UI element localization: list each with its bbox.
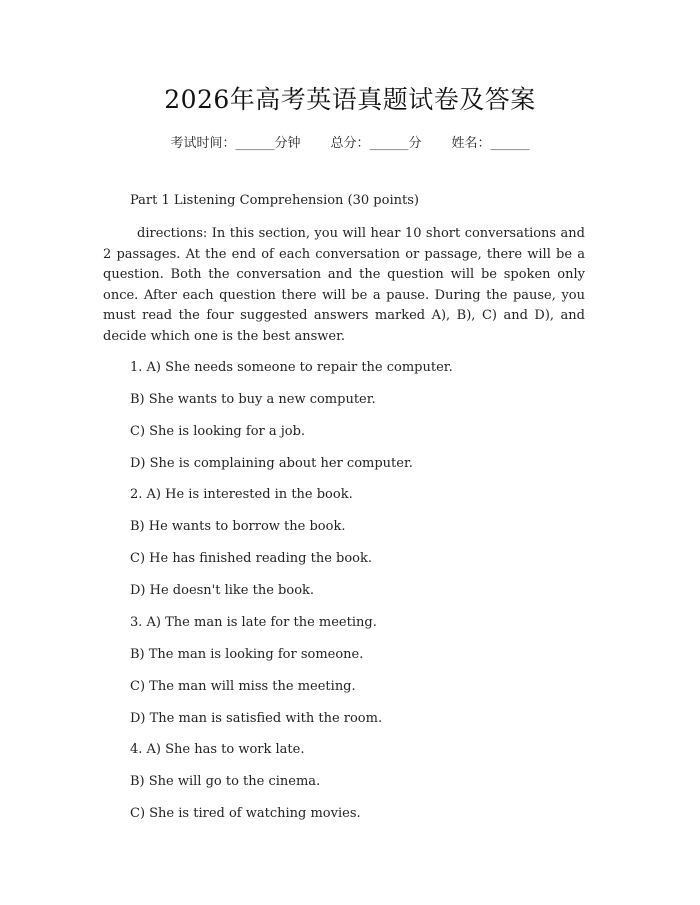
question-3-option-b: B) The man is looking for someone. xyxy=(130,647,364,662)
question-3-option-d: D) The man is satisfied with the room. xyxy=(130,711,383,726)
question-2-option-a: 2. A) He is interested in the book. xyxy=(130,487,353,502)
question-2-option-d: D) He doesn't like the book. xyxy=(130,583,315,598)
question-2-option-b: B) He wants to borrow the book. xyxy=(130,519,346,534)
page-title: 2026年高考英语真题试卷及答案 xyxy=(164,85,536,114)
exam-meta xyxy=(0,132,700,151)
question-4-option-a: 4. A) She has to work late. xyxy=(130,742,305,757)
directions-paragraph: directions: In this section, you will hear 10 short conversations and 2 passages. At the end of each conversation or passage, there will be a question. Both the conversation and the question will be spoken only once. After each question there will be a pause. During the pause, you must read the four suggested answers marked A), B), C) and D), and decide which one is the best answer. xyxy=(103,226,585,344)
question-3-option-c: C) The man will miss the meeting. xyxy=(130,679,356,694)
question-1-option-d: D) She is complaining about her computer. xyxy=(130,456,413,471)
total-score-field: 总分：______分 xyxy=(330,136,422,151)
section-title: Part 1 Listening Comprehension (30 points) xyxy=(130,193,419,208)
exam-time-field: 考试时间：______分钟 xyxy=(170,136,301,151)
question-4-option-b: B) She will go to the cinema. xyxy=(130,774,321,789)
question-4-option-c: C) She is tired of watching movies. xyxy=(130,806,361,821)
question-2-option-c: C) He has finished reading the book. xyxy=(130,551,373,566)
question-1-option-b: B) She wants to buy a new computer. xyxy=(130,392,376,407)
question-1-option-c: C) She is looking for a job. xyxy=(130,424,306,439)
question-1-option-a: 1. A) She needs someone to repair the computer. xyxy=(130,360,453,375)
student-name-field: 姓名：______ xyxy=(451,136,530,151)
question-3-option-a: 3. A) The man is late for the meeting. xyxy=(130,615,377,630)
